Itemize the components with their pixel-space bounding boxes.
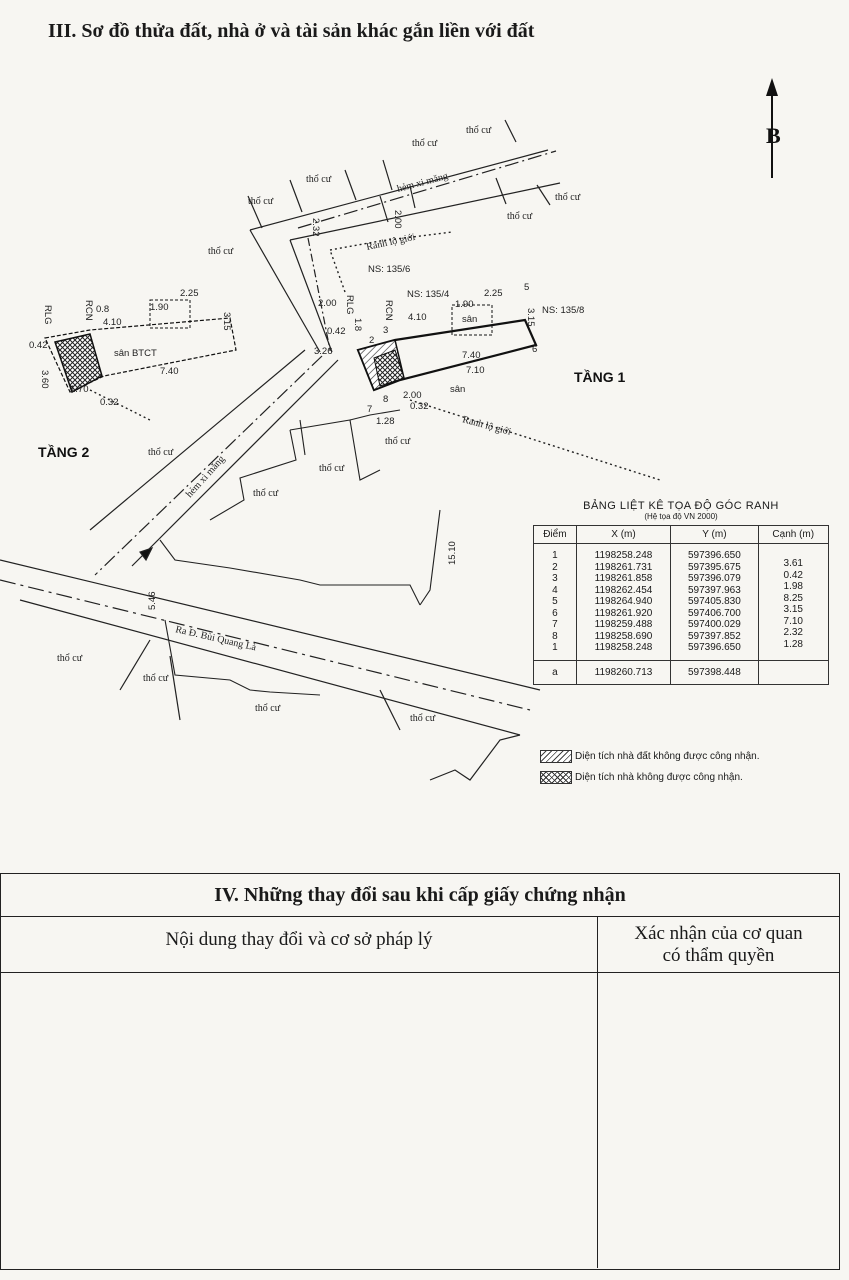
svg-text:1.90: 1.90 [455, 299, 474, 310]
svg-text:4.10: 4.10 [103, 317, 122, 328]
authority-confirmation-header: Xác nhận của cơ quan có thẩm quyền [598, 917, 839, 973]
table-row-a: a 1198260.713 597398.448 [534, 660, 829, 685]
table-row: 4 1198262.454 597397.963 [534, 585, 829, 597]
coordinate-table-subtitle: (Hệ tọa độ VN 2000) [644, 512, 718, 521]
svg-text:NS: 135/4: NS: 135/4 [407, 289, 450, 300]
changes-content-column [1, 917, 598, 1268]
svg-text:3.60: 3.60 [39, 370, 50, 389]
svg-text:0.42: 0.42 [327, 326, 346, 337]
svg-text:6: 6 [532, 344, 538, 355]
col-header-y: Y (m) [671, 526, 758, 544]
svg-text:RLG: RLG [42, 305, 53, 325]
table-row: 7 1198259.488 597400.029 [534, 619, 829, 631]
svg-text:thổ cư: thổ cư [248, 196, 274, 207]
svg-text:thổ cư: thổ cư [306, 174, 332, 185]
svg-text:thổ cư: thổ cư [57, 653, 83, 664]
svg-text:0.42: 0.42 [29, 340, 48, 351]
svg-text:thổ cư: thổ cư [412, 138, 438, 149]
svg-text:0.32: 0.32 [410, 401, 429, 412]
land-plot-diagram [0, 60, 849, 820]
svg-text:7.40: 7.40 [160, 366, 179, 377]
svg-text:2.25: 2.25 [180, 288, 199, 299]
parcel-floor-2 [45, 300, 236, 392]
svg-text:thổ cư: thổ cư [555, 192, 581, 203]
svg-text:1.90: 1.90 [150, 302, 169, 313]
svg-text:1.70: 1.70 [70, 384, 89, 395]
svg-text:0.32: 0.32 [100, 397, 119, 408]
svg-text:3.15: 3.15 [525, 308, 536, 327]
svg-text:3: 3 [383, 325, 389, 336]
svg-text:1.8: 1.8 [352, 318, 363, 332]
svg-text:4.10: 4.10 [408, 312, 427, 323]
svg-text:7: 7 [367, 404, 373, 415]
table-row: 1 1198258.248 597396.650 3.61 0.42 1.98 8.25 3.15 7.10 2.32 1.28 [534, 544, 829, 562]
svg-text:thổ cư: thổ cư [143, 673, 169, 684]
svg-text:NS: 135/8: NS: 135/8 [542, 305, 585, 316]
svg-text:7.10: 7.10 [466, 365, 485, 376]
legend-item-hatched: Diện tích nhà đất không được công nhận. [540, 750, 760, 763]
svg-text:2: 2 [369, 335, 375, 346]
legend-item-crosshatched: Diện tích nhà không được công nhận. [540, 771, 760, 784]
crosshatch-swatch-icon [540, 771, 572, 784]
svg-text:TẦNG 2: TẦNG 2 [38, 444, 90, 460]
col-header-edge: Cạnh (m) [758, 526, 828, 544]
north-label: B [766, 123, 781, 148]
svg-text:sân BTCT: sân BTCT [114, 348, 157, 359]
table-row: 6 1198261.920 597406.700 [534, 608, 829, 620]
svg-text:NS: 135/6: NS: 135/6 [368, 264, 411, 275]
svg-text:3.15: 3.15 [221, 312, 232, 331]
svg-text:sân: sân [462, 314, 478, 325]
svg-text:thổ cư: thổ cư [253, 488, 279, 499]
edge-lengths: 3.61 0.42 1.98 8.25 3.15 7.10 2.32 1.28 [758, 544, 828, 661]
svg-text:sân: sân [450, 384, 466, 395]
svg-text:2.32: 2.32 [310, 218, 321, 237]
svg-text:8: 8 [383, 394, 389, 405]
svg-text:2.25: 2.25 [484, 288, 503, 299]
section-3-title: III. Sơ đồ thửa đất, nhà ở và tài sản khác gắn liền với đất [48, 20, 535, 42]
svg-text:1.28: 1.28 [376, 416, 395, 427]
col-header-point: Điểm [534, 526, 577, 544]
svg-text:0.8: 0.8 [96, 304, 110, 315]
authority-confirmation-column [598, 917, 839, 1268]
svg-text:TẦNG 1: TẦNG 1 [574, 369, 626, 385]
svg-text:Ra Đ. Bùi Quang Là: Ra Đ. Bùi Quang Là [174, 624, 258, 654]
svg-text:3.26: 3.26 [314, 346, 333, 357]
svg-text:Ranh lộ giới: Ranh lộ giới [461, 414, 513, 438]
svg-text:5.46: 5.46 [147, 591, 158, 610]
svg-text:hẻm xi măng: hẻm xi măng [184, 453, 228, 501]
svg-text:thổ cư: thổ cư [208, 246, 234, 257]
svg-text:hẻm xi măng: hẻm xi măng [395, 170, 450, 195]
svg-text:thổ cư: thổ cư [410, 713, 436, 724]
svg-text:Ranh lộ giới: Ranh lộ giới [365, 231, 417, 253]
section-4-title: IV. Những thay đổi sau khi cấp giấy chứng nhận [1, 874, 839, 917]
svg-text:thổ cư: thổ cư [385, 436, 411, 447]
main-road [0, 560, 540, 780]
svg-text:thổ cư: thổ cư [319, 463, 345, 474]
svg-text:15.10: 15.10 [447, 541, 458, 565]
legend [540, 750, 760, 792]
col-header-x: X (m) [576, 526, 671, 544]
changes-content-header: Nội dung thay đổi và cơ sở pháp lý [1, 917, 597, 973]
svg-text:2.00: 2.00 [392, 210, 403, 229]
svg-text:RCN: RCN [383, 300, 394, 321]
svg-text:thổ cư: thổ cư [507, 211, 533, 222]
coordinate-table-block [533, 500, 829, 685]
svg-text:7.40: 7.40 [462, 350, 481, 361]
svg-text:thổ cư: thổ cư [466, 125, 492, 136]
coordinate-table [533, 525, 829, 685]
svg-text:RLG: RLG [344, 295, 355, 315]
svg-text:5: 5 [524, 282, 530, 293]
section-4-table [0, 873, 840, 1270]
table-row: 1 1198258.248 597396.650 [534, 642, 829, 660]
hatch-swatch-icon [540, 750, 572, 763]
table-row: 5 1198264.940 597405.830 [534, 596, 829, 608]
table-row: 2 1198261.731 597395.675 [534, 562, 829, 574]
table-row: 3 1198261.858 597396.079 [534, 573, 829, 585]
table-row: 8 1198258.690 597397.852 [534, 631, 829, 643]
svg-text:2.00: 2.00 [318, 298, 337, 309]
coordinate-table-title: BẢNG LIỆT KÊ TỌA ĐỘ GÓC RANH [583, 500, 779, 512]
svg-text:thổ cư: thổ cư [148, 447, 174, 458]
svg-text:thổ cư: thổ cư [255, 703, 281, 714]
svg-text:RCN: RCN [83, 300, 94, 321]
svg-text:2.00: 2.00 [403, 390, 422, 401]
